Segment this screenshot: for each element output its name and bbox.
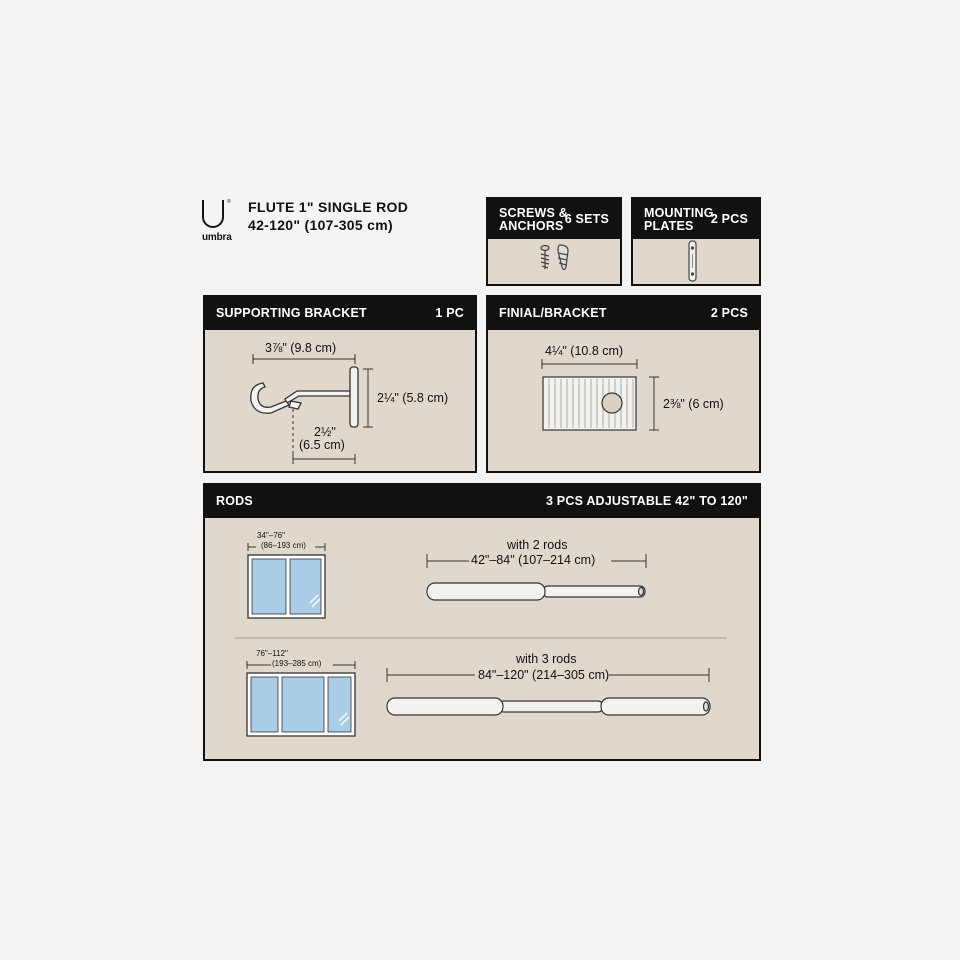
finial-width-label: 4¼" (10.8 cm) [545, 344, 624, 358]
finial-qty: 2 PCS [710, 306, 748, 320]
finial-height-label: 2⅜" (6 cm) [663, 397, 724, 411]
registered-mark: ® [227, 199, 231, 205]
two-rods-icon [427, 583, 645, 600]
mounting-plate-icon [633, 199, 761, 286]
bracket-height-label: 2¼" (5.8 cm) [377, 391, 449, 405]
two-rods-caption: with 2 rods [507, 538, 568, 552]
bracket-depth-label-2: (6.5 cm) [299, 438, 345, 452]
window-two-width-cm: (86–193 cm) [261, 541, 306, 550]
two-rods-range: 42"–84" (107–214 cm) [471, 553, 596, 567]
screws-anchors-panel [486, 197, 622, 286]
bracket-drawing-icon [205, 297, 477, 473]
window-three-icon [247, 673, 355, 736]
bracket-width-label: 3⅞" (9.8 cm) [265, 341, 337, 355]
bracket-label: SUPPORTING BRACKET [216, 306, 367, 320]
bracket-qty: 1 PC [435, 306, 464, 320]
screws-label-1: SCREWS & [499, 206, 568, 220]
rods-qty: 3 PCS ADJUSTABLE 42" TO 120" [545, 494, 748, 508]
screw-anchor-icon [488, 199, 622, 286]
window-two-width: 34"–76" [257, 531, 285, 540]
rods-drawing-icon [205, 485, 761, 761]
plates-label-1: MOUNTING [644, 206, 714, 220]
plates-label-2: PLATES [644, 219, 694, 233]
three-rods-range: 84"–120" (214–305 cm) [478, 668, 610, 682]
supporting-bracket-panel [203, 295, 477, 473]
window-two-icon [248, 555, 325, 618]
rods-panel [203, 483, 761, 761]
finial-drawing-icon [488, 297, 761, 473]
finial-label: FINIAL/BRACKET [499, 306, 607, 320]
product-size: 42-120" (107-305 cm) [248, 217, 393, 233]
plates-qty: 2 PCS [710, 212, 748, 226]
product-title: FLUTE 1" SINGLE ROD [248, 199, 409, 215]
screws-label-2: ANCHORS [499, 219, 564, 233]
rods-label: RODS [216, 494, 253, 508]
mounting-plates-panel [631, 197, 761, 286]
window-three-width-cm: (193–285 cm) [272, 659, 322, 668]
umbra-logo-icon [202, 200, 224, 228]
bracket-depth-label-1: 2½" [314, 425, 336, 439]
brand-name: umbra [202, 232, 232, 243]
finial-bracket-panel [486, 295, 761, 473]
window-three-width: 76"–112" [256, 649, 288, 658]
three-rods-icon [387, 698, 710, 715]
three-rods-caption: with 3 rods [516, 652, 577, 666]
screws-qty: 6 SETS [564, 212, 609, 226]
